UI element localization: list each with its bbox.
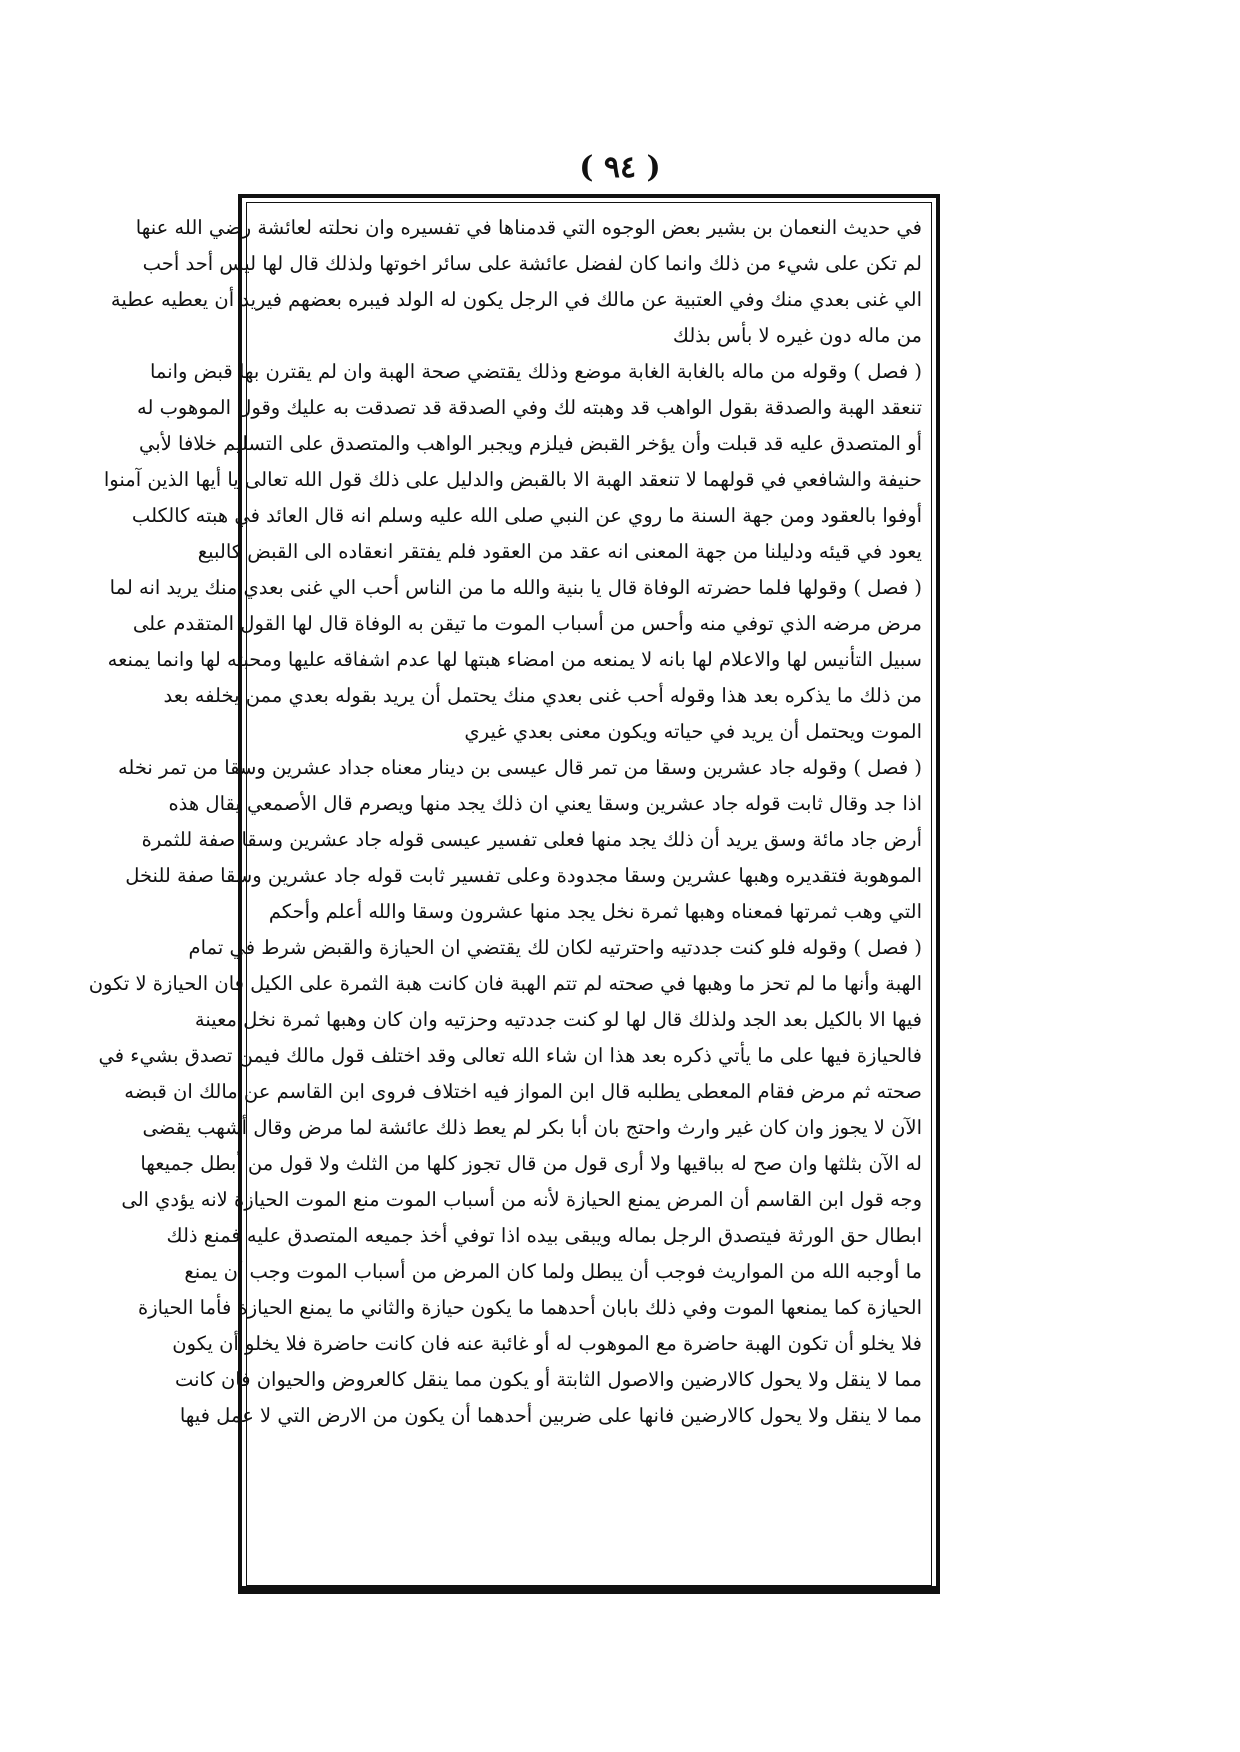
text-line: من ذلك ما يذكره بعد هذا وقوله أحب غنى بعدي منك يحتمل أن يريد بقوله بعدي ممن يخلفه بعد [163, 684, 922, 707]
text-line: ( فصل ) وقوله فلو كنت جددتيه واحترتيه لكان لك يقتضي ان الحيازة والقبض شرط في تمام [188, 936, 922, 959]
text-line: سبيل التأنيس لها والاعلام لها بانه لا يمنعه من امضاء هبتها لها عدم اشفاقه عليها ومحبته لها وانما يمنعه [107, 648, 922, 671]
text-line: وجه قول ابن القاسم أن المرض يمنع الحيازة لأنه من أسباب الموت منع الموت الحيازة لانه يؤدي الى [121, 1188, 922, 1211]
frame-bottom-rule [238, 1586, 940, 1594]
text-line: التي وهب ثمرتها فمعناه وهبها ثمرة نخل يجد منها عشرون وسقا والله أعلم وأحكم [268, 900, 922, 923]
text-line: الهبة وأنها ما لم تحز ما وهبها في صحته لم تتم الهبة فان كانت هبة الثمرة على الكيل فان الحيازة لا تكون [88, 972, 922, 995]
page-number: ( ٩٤ ) [579, 150, 661, 185]
text-line: أرض جاد مائة وسق يريد أن ذلك يجد منها فعلى تفسير عيسى قوله جاد عشرين وسقا صفة للثمرة [141, 828, 922, 851]
text-line: فلا يخلو أن تكون الهبة حاضرة مع الموهوب له أو غائبة عنه فان كانت حاضرة فلا يخلو أن يكون [172, 1332, 922, 1355]
text-line: الحيازة كما يمنعها الموت وفي ذلك بابان أحدهما ما يكون حيازة والثاني ما يمنع الحيازة فأما الحيازة [138, 1296, 922, 1319]
text-line: اذا جد وقال ثابت قوله جاد عشرين وسقا يعني ان ذلك يجد منها ويصرم قال الأصمعي يقال هذه [168, 792, 922, 815]
text-line: فيها الا بالكيل بعد الجد ولذلك قال لها لو كنت جددتيه وحزتيه وان كان وهبها ثمرة نخل معينة [194, 1008, 922, 1031]
text-line: صحته ثم مرض فقام المعطى يطلبه قال ابن المواز فيه اختلاف فروى ابن القاسم عن مالك ان قبضه [124, 1080, 922, 1103]
text-line: أوفوا بالعقود ومن جهة السنة ما روي عن النبي صلى الله عليه وسلم انه قال العائد في هبته كالكلب [131, 504, 922, 527]
text-line: حنيفة والشافعي في قولهما لا تنعقد الهبة الا بالقبض والدليل على ذلك قول الله تعالى يا أيها الذين آمنوا [103, 468, 922, 491]
text-line: ( فصل ) وقوله جاد عشرين وسقا من تمر قال عيسى بن دينار معناه جداد عشرين وسقا من تمر نخله [117, 756, 922, 779]
text-line: الي غنى بعدي منك وفي العتبية عن مالك في الرجل يكون له الولد فيبره بعضهم فيريد أن يعطيه عطية [110, 288, 922, 311]
text-line: من ماله دون غيره لا بأس بذلك [672, 324, 922, 347]
text-line: مما لا ينقل ولا يحول كالارضين والاصول الثابتة أو يكون مما ينقل كالعروض والحيوان فان كانت [174, 1368, 922, 1391]
arabic-text-block [88, 210, 926, 1578]
text-line: ( فصل ) وقوله من ماله بالغابة الغابة موضع وذلك يقتضي صحة الهبة وان لم يقترن بها قبض وانما [149, 360, 922, 383]
text-line: ابطال حق الورثة فيتصدق الرجل بماله ويبقى بيده اذا توفي أخذ جميعه المتصدق عليه فمنع ذلك [166, 1224, 922, 1247]
text-line: الموهوبة فتقديره وهبها عشرين وسقا مجدودة وعلى تفسير ثابت قوله جاد عشرين وسقا صفة للنخل [125, 864, 922, 887]
text-line: أو المتصدق عليه قد قبلت وأن يؤخر القبض فيلزم ويجبر الواهب والمتصدق على التسليم خلافا لأبي [139, 432, 922, 455]
text-line: له الآن بثلثها وان صح له بباقيها ولا أرى قول من قال تجوز كلها من الثلث ولا قول من أبطل جميعها [140, 1152, 922, 1175]
text-line: تنعقد الهبة والصدقة بقول الواهب قد وهبته لك وفي الصدقة قد تصدقت به عليك وقول الموهوب له [136, 396, 922, 419]
text-line: مما لا ينقل ولا يحول كالارضين فانها على ضربين أحدهما أن يكون من الارض التي لا عمل فيها [179, 1404, 922, 1427]
text-line: الآن لا يجوز وان كان غير وارث واحتج بان أبا بكر لم يعط ذلك عائشة لما مرض وقال أشهب يقضى [142, 1116, 922, 1139]
text-line: لم تكن على شيء من ذلك وانما كان لفضل عائشة على سائر اخوتها ولذلك قال لها ليس أحد أحب [142, 252, 922, 275]
text-line: ( فصل ) وقولها فلما حضرته الوفاة قال يا بنية والله ما من الناس أحب الي غنى بعدي منك يريد انه لما [109, 576, 922, 599]
text-line: فالحيازة فيها على ما يأتي ذكره بعد هذا ان شاء الله تعالى وقد اختلف قول مالك فيمن تصدق بشيء في [98, 1044, 922, 1067]
text-line: يعود في قيئه ودليلنا من جهة المعنى انه عقد من العقود فلم يفتقر انعقاده الى القبض كالبيع [197, 540, 922, 563]
text-line: مرض مرضه الذي توفي منه وأحس من أسباب الموت ما تيقن به الوفاة قال لها القول المتقدم على [132, 612, 922, 635]
text-line: الموت ويحتمل أن يريد في حياته ويكون معنى بعدي غيري [464, 720, 922, 743]
text-line: في حديث النعمان بن بشير بعض الوجوه التي قدمناها في تفسيره وان نحلته لعائشة رضي الله عنها [135, 216, 922, 239]
text-line: ما أوجبه الله من المواريث فوجب أن يبطل ولما كان المرض من أسباب الموت وجب أن يمنع [184, 1260, 922, 1283]
